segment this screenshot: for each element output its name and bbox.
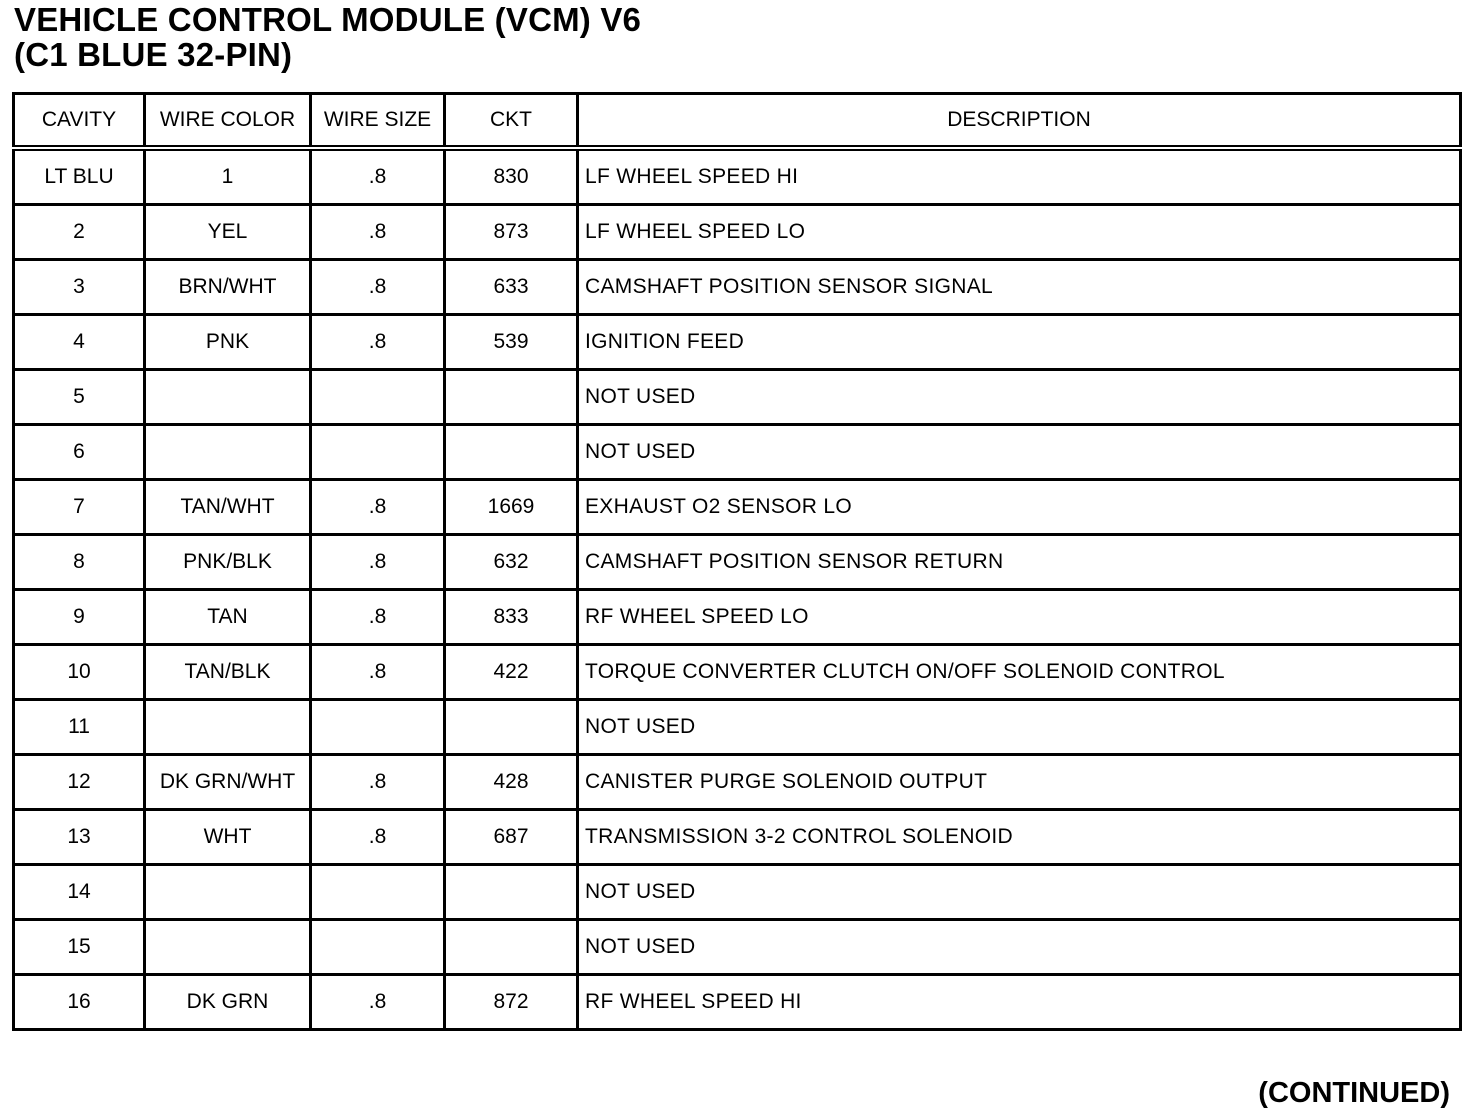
page-title	[14, 2, 641, 72]
cavity-cell: LT BLU	[14, 148, 145, 205]
header-wire-size: WIRE SIZE	[311, 94, 445, 149]
wire-size-cell: .8	[311, 975, 445, 1030]
description-cell: RF WHEEL SPEED LO	[578, 590, 1461, 645]
table-row	[14, 425, 1461, 480]
wire-color-cell: PNK/BLK	[145, 535, 311, 590]
wire-color-cell: DK GRN/WHT	[145, 755, 311, 810]
ckt-cell: 830	[445, 148, 578, 205]
ckt-cell: 428	[445, 755, 578, 810]
wire-color-cell	[145, 865, 311, 920]
cavity-cell: 13	[14, 810, 145, 865]
cavity-cell: 14	[14, 865, 145, 920]
wire-size-cell: .8	[311, 260, 445, 315]
description-cell: IGNITION FEED	[578, 315, 1461, 370]
table-row	[14, 260, 1461, 315]
wire-size-cell: .8	[311, 645, 445, 700]
cavity-cell: 5	[14, 370, 145, 425]
description-cell: NOT USED	[578, 425, 1461, 480]
wire-size-cell: .8	[311, 535, 445, 590]
description-cell: NOT USED	[578, 920, 1461, 975]
ckt-cell	[445, 425, 578, 480]
wire-color-cell	[145, 425, 311, 480]
cavity-cell: 9	[14, 590, 145, 645]
header-wire-color: WIRE COLOR	[145, 94, 311, 149]
description-cell: CAMSHAFT POSITION SENSOR SIGNAL	[578, 260, 1461, 315]
description-cell: NOT USED	[578, 700, 1461, 755]
ckt-cell: 833	[445, 590, 578, 645]
description-cell: RF WHEEL SPEED HI	[578, 975, 1461, 1030]
description-cell: CANISTER PURGE SOLENOID OUTPUT	[578, 755, 1461, 810]
wire-color-cell	[145, 700, 311, 755]
wire-color-cell: TAN/BLK	[145, 645, 311, 700]
cavity-cell: 12	[14, 755, 145, 810]
cavity-cell: 7	[14, 480, 145, 535]
description-cell: EXHAUST O2 SENSOR LO	[578, 480, 1461, 535]
wire-size-cell: .8	[311, 315, 445, 370]
wire-size-cell: .8	[311, 590, 445, 645]
ckt-cell: 873	[445, 205, 578, 260]
wire-color-cell	[145, 920, 311, 975]
wire-color-cell: PNK	[145, 315, 311, 370]
ckt-cell: 422	[445, 645, 578, 700]
table-row	[14, 590, 1461, 645]
wire-size-cell	[311, 920, 445, 975]
connector-pin-table	[12, 92, 1462, 1031]
wire-color-cell: WHT	[145, 810, 311, 865]
ckt-cell: 1669	[445, 480, 578, 535]
wire-size-cell	[311, 865, 445, 920]
cavity-cell: 3	[14, 260, 145, 315]
ckt-cell	[445, 700, 578, 755]
cavity-cell: 16	[14, 975, 145, 1030]
wire-size-cell: .8	[311, 205, 445, 260]
table-row	[14, 920, 1461, 975]
cavity-cell: 4	[14, 315, 145, 370]
cavity-cell: 15	[14, 920, 145, 975]
table-row	[14, 205, 1461, 260]
table-row	[14, 975, 1461, 1030]
table-row	[14, 535, 1461, 590]
wire-color-cell: YEL	[145, 205, 311, 260]
description-cell: CAMSHAFT POSITION SENSOR RETURN	[578, 535, 1461, 590]
ckt-cell: 872	[445, 975, 578, 1030]
header-description: DESCRIPTION	[578, 94, 1461, 149]
wire-color-cell: BRN/WHT	[145, 260, 311, 315]
wire-color-cell: TAN/WHT	[145, 480, 311, 535]
cavity-cell: 6	[14, 425, 145, 480]
wire-size-cell: .8	[311, 755, 445, 810]
wire-size-cell	[311, 425, 445, 480]
wire-color-cell	[145, 370, 311, 425]
wire-color-cell: DK GRN	[145, 975, 311, 1030]
table-header-row	[14, 94, 1461, 149]
ckt-cell: 539	[445, 315, 578, 370]
description-cell: NOT USED	[578, 370, 1461, 425]
title-line-1: VEHICLE CONTROL MODULE (VCM) V6	[14, 1, 642, 38]
header-ckt: CKT	[445, 94, 578, 149]
description-cell: LF WHEEL SPEED LO	[578, 205, 1461, 260]
cavity-cell: 10	[14, 645, 145, 700]
header-cavity: CAVITY	[14, 94, 145, 149]
title-line-2: (C1 BLUE 32-PIN)	[14, 36, 293, 73]
table-row	[14, 810, 1461, 865]
ckt-cell	[445, 865, 578, 920]
table-row	[14, 645, 1461, 700]
table-row	[14, 700, 1461, 755]
cavity-cell: 2	[14, 205, 145, 260]
table-row	[14, 370, 1461, 425]
description-cell: TRANSMISSION 3-2 CONTROL SOLENOID	[578, 810, 1461, 865]
description-cell: LF WHEEL SPEED HI	[578, 148, 1461, 205]
ckt-cell	[445, 370, 578, 425]
table-row	[14, 148, 1461, 205]
ckt-cell: 633	[445, 260, 578, 315]
cavity-cell: 8	[14, 535, 145, 590]
continued-label: (CONTINUED)	[1258, 1077, 1450, 1109]
wire-size-cell: .8	[311, 480, 445, 535]
cavity-cell: 11	[14, 700, 145, 755]
wire-size-cell	[311, 370, 445, 425]
ckt-cell: 632	[445, 535, 578, 590]
wire-size-cell	[311, 700, 445, 755]
ckt-cell	[445, 920, 578, 975]
table-row	[14, 865, 1461, 920]
wire-size-cell: .8	[311, 148, 445, 205]
wire-color-cell: TAN	[145, 590, 311, 645]
table-row	[14, 480, 1461, 535]
description-cell: NOT USED	[578, 865, 1461, 920]
table-row	[14, 755, 1461, 810]
ckt-cell: 687	[445, 810, 578, 865]
description-cell: TORQUE CONVERTER CLUTCH ON/OFF SOLENOID CONTROL	[578, 645, 1461, 700]
wire-size-cell: .8	[311, 810, 445, 865]
table-row	[14, 315, 1461, 370]
wire-color-cell: 1	[145, 148, 311, 205]
